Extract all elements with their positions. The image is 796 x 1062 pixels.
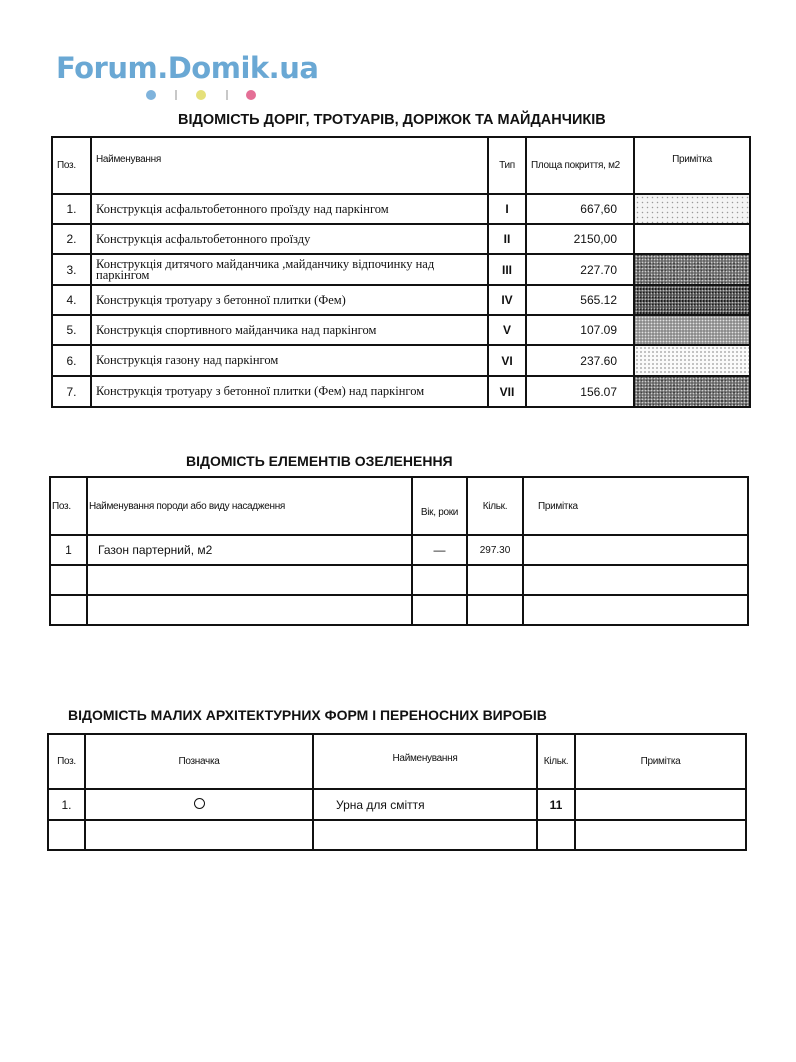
watermark-dot-blue [146,90,156,100]
row-area: 237.60 [526,345,634,376]
row-area: 107.09 [526,315,634,345]
row-mark [85,789,313,820]
row-name: Урна для сміття [313,789,537,820]
watermark-text: Forum.Domik.ua [56,51,319,85]
small-forms-title: ВІДОМІСТЬ МАЛИХ АРХІТЕКТУРНИХ ФОРМ І ПЕРЕНОСНИХ ВИРОБІВ [68,707,547,723]
row-name: Конструкція спортивного майданчика над паркінгом [91,315,488,345]
row-name: Газон партерний, м2 [87,535,412,565]
row-qty: 297.30 [467,535,523,565]
greenery-header-name: Найменування породи або виду насадження [87,477,412,535]
roads-header-note: Примітка [634,137,750,194]
row-area: 2150,00 [526,224,634,254]
table-row [52,254,750,285]
row-note-hatch [634,345,750,376]
roads-header-name: Найменування [91,137,488,194]
table-row [50,535,748,565]
row-type: III [488,254,526,285]
roads-header-type: Тип [488,137,526,194]
greenery-title: ВІДОМІСТЬ ЕЛЕМЕНТІВ ОЗЕЛЕНЕННЯ [186,453,453,469]
row-pos: 3. [52,254,91,285]
row-pos: 6. [52,345,91,376]
small-forms-header-qty: Кільк. [537,734,575,789]
table-row [52,315,750,345]
row-note-hatch [634,285,750,315]
watermark [56,52,318,84]
small-forms-empty-row [48,820,746,850]
circle-icon [194,798,205,809]
greenery-empty-row [50,595,748,625]
table-row [48,789,746,820]
row-note-hatch [634,194,750,224]
row-area: 565.12 [526,285,634,315]
table-row [52,345,750,376]
row-area: 667,60 [526,194,634,224]
small-forms-header-mark: Позначка [85,734,313,789]
small-forms-header-pos: Поз. [48,734,85,789]
row-note-hatch [634,376,750,407]
small-forms-header-row [48,734,746,789]
watermark-dots [146,90,346,102]
row-type: V [488,315,526,345]
row-area: 156.07 [526,376,634,407]
watermark-dot-yellow [196,90,206,100]
row-name: Конструкція дитячого майданчика ,майданчику відпочинку над паркінгом [91,254,488,285]
row-pos: 1. [52,194,91,224]
table-row [52,376,750,407]
row-pos: 4. [52,285,91,315]
table-row [52,224,750,254]
greenery-empty-row [50,565,748,595]
greenery-header-pos: Поз. [50,477,87,535]
row-name: Конструкція газону над паркінгом [91,345,488,376]
row-pos: 1 [50,535,87,565]
row-pos: 2. [52,224,91,254]
row-name: Конструкція тротуару з бетонної плитки (Фем) над паркінгом [91,376,488,407]
row-type: I [488,194,526,224]
row-type: II [488,224,526,254]
row-age: — [412,535,467,565]
row-note-hatch [634,224,750,254]
row-note [575,789,746,820]
small-forms-header-note: Примітка [575,734,746,789]
row-note-hatch [634,315,750,345]
row-qty: 11 [537,789,575,820]
row-name: Конструкція тротуару з бетонної плитки (Фем) [91,285,488,315]
table-row [52,285,750,315]
greenery-table [49,476,749,626]
roads-title: ВІДОМІСТЬ ДОРІГ, ТРОТУАРІВ, ДОРІЖОК ТА МАЙДАНЧИКІВ [178,112,606,128]
table-row [52,194,750,224]
small-forms-header-name: Найменування [313,734,537,789]
roads-header-pos: Поз. [52,137,91,194]
greenery-header-note: Примітка [523,477,748,535]
row-pos: 5. [52,315,91,345]
greenery-header-qty: Кільк. [467,477,523,535]
row-note [523,535,748,565]
row-note-hatch [634,254,750,285]
row-name: Конструкція асфальтобетонного проїзду [91,224,488,254]
row-pos: 7. [52,376,91,407]
watermark-dot-pink [246,90,256,100]
greenery-header-age: Вік, роки [412,477,467,535]
small-forms-table [47,733,747,851]
row-type: VII [488,376,526,407]
row-type: IV [488,285,526,315]
row-type: VI [488,345,526,376]
roads-header-area: Площа покриття, м2 [526,137,634,194]
greenery-header-row [50,477,748,535]
row-name: Конструкція асфальтобетонного проїзду над паркінгом [91,194,488,224]
row-pos: 1. [48,789,85,820]
roads-table [51,136,751,408]
row-area: 227.70 [526,254,634,285]
roads-header-row [52,137,750,194]
